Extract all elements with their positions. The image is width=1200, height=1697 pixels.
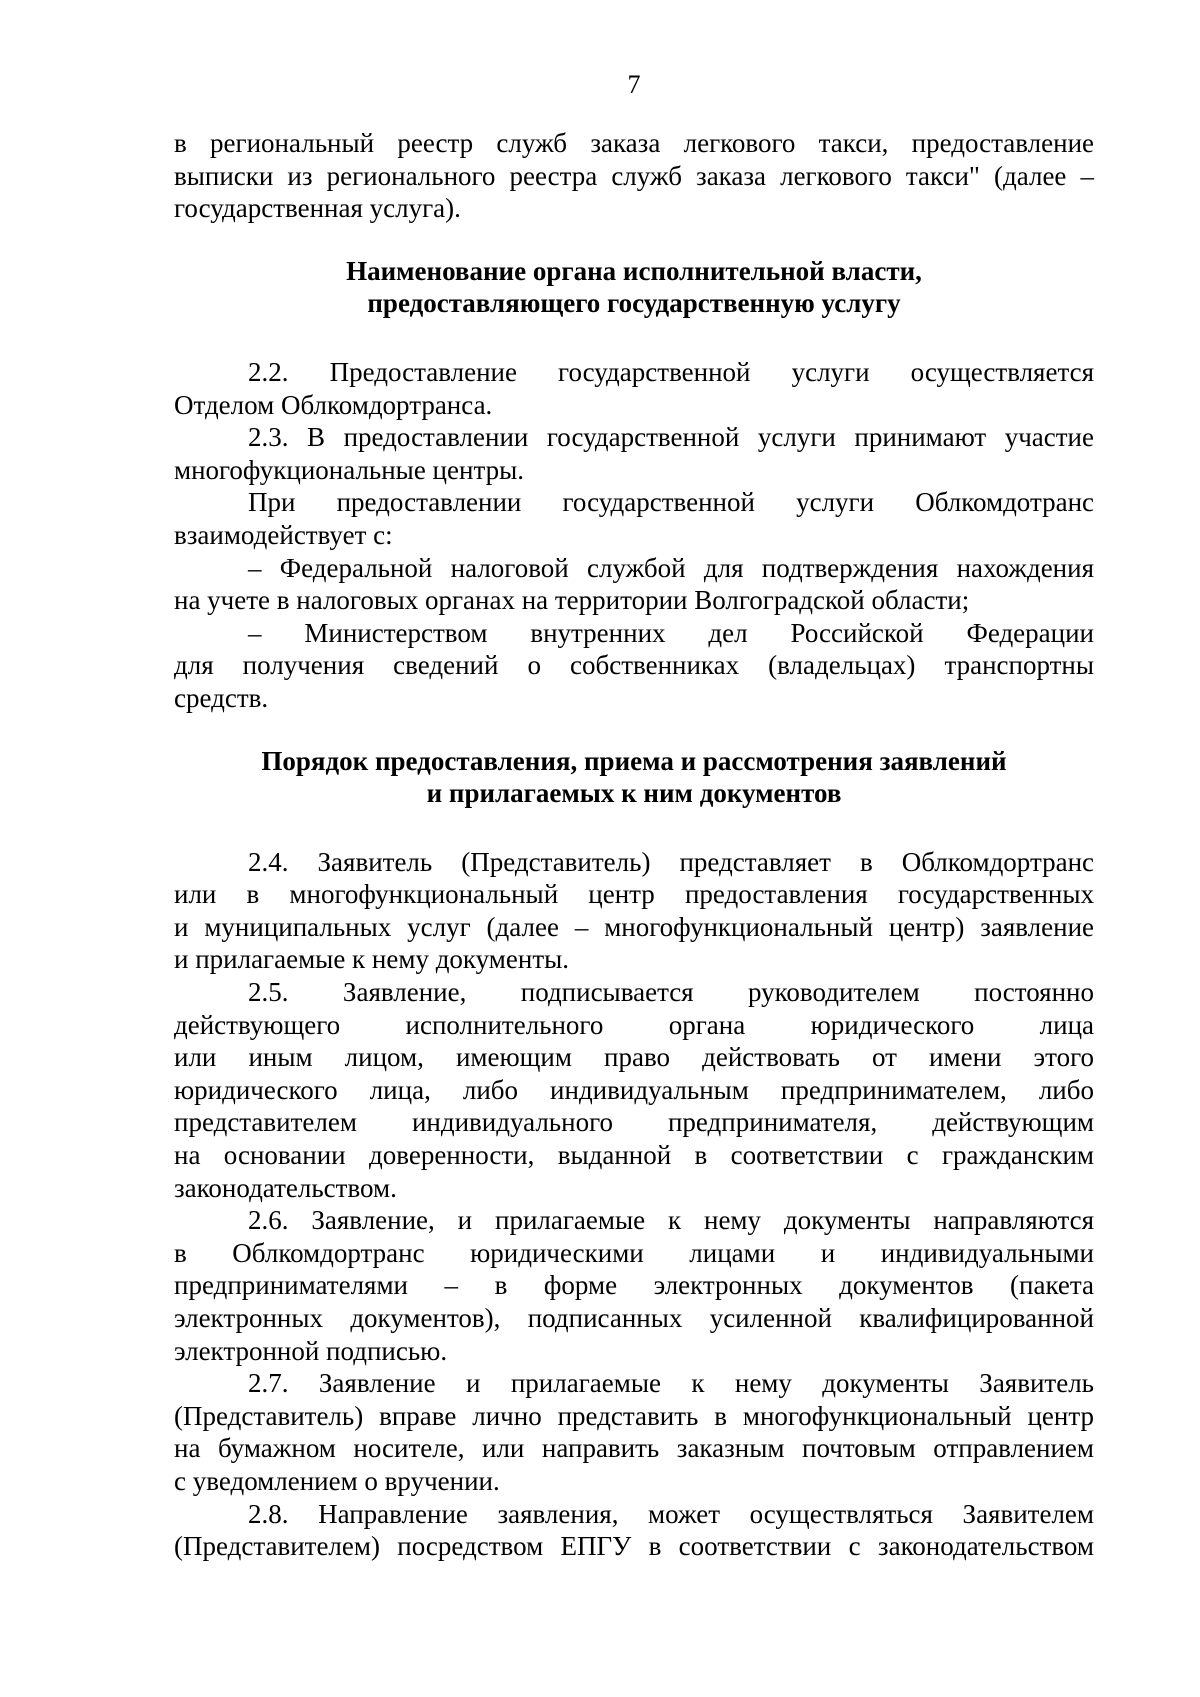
para-2-5-line-3: или иным лицом, имеющим право действовать от имени этого	[174, 1042, 1094, 1073]
section-heading-1-line-1: Наименование органа исполнительной власти,	[346, 255, 922, 286]
para-2-3-line-1: 2.3. В предоставлении государственной услуги принимают участие	[248, 422, 1094, 453]
para-2-2-line-2: Отделом Облкомдортранса.	[174, 389, 493, 420]
para-2-2-line-1: 2.2. Предоставление государственной услуги осуществляется	[248, 356, 1094, 387]
page-number: 7	[627, 70, 641, 99]
section-heading-2-line-1: Порядок предоставления, приема и рассмотрения заявлений	[261, 745, 1007, 776]
para-fns-line-2: на учете в налоговых органах на территории Волгоградской области;	[174, 585, 970, 616]
para-fns-line-1: – Федеральной налоговой службой для подтверждения нахождения	[248, 552, 1094, 583]
para-2-6-line-4: электронных документов), подписанных усиленной квалифицированной	[174, 1303, 1094, 1333]
para-2-4-line-1: 2.4. Заявитель (Представитель) представляет в Облкомдортранс	[248, 846, 1094, 877]
para-mvd-line-1: – Министерством внутренних дел Российской Федерации	[248, 617, 1094, 648]
para-2-3-line-2: многофукциональные центры.	[174, 454, 524, 485]
para-2-6-line-2: в Облкомдортранс юридическими лицами и индивидуальными	[174, 1237, 1094, 1268]
para-2-6-line-1: 2.6. Заявление, и прилагаемые к нему документы направляются	[248, 1205, 1094, 1236]
section-heading-1-line-2: предоставляющего государственную услугу	[367, 288, 901, 319]
para-2-5-line-5: представителем индивидуального предпринимателя, действующим	[174, 1107, 1094, 1138]
para-2-5-line-7: законодательством.	[174, 1172, 397, 1203]
para-2-5-line-2: действующего исполнительного органа юридического лица	[174, 1009, 1094, 1040]
intro-line-2: выписки из регионального реестра служб заказа легкового такси" (далее –	[174, 160, 1094, 191]
para-2-7-line-4: с уведомлением о вручении.	[174, 1465, 500, 1496]
para-2-8-line-2: (Представителем) посредством ЕПГУ в соответствии с законодательством	[174, 1531, 1094, 1562]
para-2-4-line-3: и муниципальных услуг (далее – многофункциональный центр) заявление	[174, 911, 1094, 942]
para-2-4-line-4: и прилагаемые к нему документы.	[174, 944, 570, 975]
para-2-6-line-3: предпринимателями – в форме электронных документов (пакета	[174, 1270, 1094, 1301]
para-2-7-line-3: на бумажном носителе, или направить заказным почтовым отправлением	[174, 1433, 1094, 1464]
para-interaction-line-2: взаимодействует с:	[174, 519, 393, 550]
para-2-5-line-4: юридического лица, либо индивидуальным предпринимателем, либо	[174, 1074, 1094, 1105]
para-2-6-line-5: электронной подписью.	[174, 1335, 448, 1366]
section-heading-2-line-2: и прилагаемых к ним документов	[426, 778, 842, 809]
para-2-4-line-2: или в многофункциональный центр предоставления государственных	[174, 879, 1094, 910]
para-mvd-line-2: для получения сведений о собственниках (владельцах) транспортны	[174, 650, 1094, 681]
intro-line-3: государственная услуга).	[174, 193, 461, 224]
para-2-7-line-2: (Представитель) вправе лично представить в многофункциональный центр	[174, 1400, 1094, 1431]
intro-line-1: в региональный реестр служб заказа легкового такси, предоставление	[174, 128, 1094, 158]
document-body	[174, 127, 1094, 1563]
para-2-5-line-1: 2.5. Заявление, подписывается руководителем постоянно	[248, 977, 1094, 1008]
para-interaction-line-1: При предоставлении государственной услуги Облкомдотранс	[248, 487, 1094, 518]
para-2-7-line-1: 2.7. Заявление и прилагаемые к нему документы Заявитель	[248, 1368, 1094, 1399]
para-2-5-line-6: на основании доверенности, выданной в соответствии с гражданским	[174, 1140, 1094, 1171]
para-2-8-line-1: 2.8. Направление заявления, может осуществляться Заявителем	[248, 1498, 1094, 1529]
para-mvd-line-3: средств.	[174, 682, 269, 713]
